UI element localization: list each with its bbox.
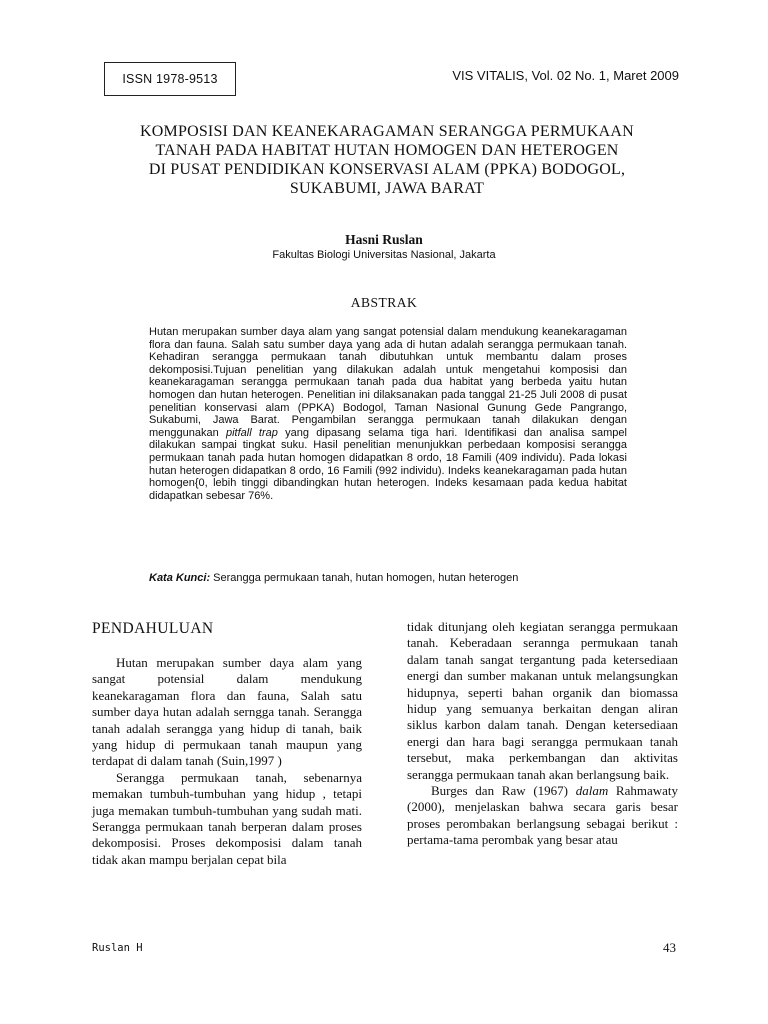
footer-author: Ruslan H — [92, 942, 143, 954]
author-name: Hasni Ruslan — [345, 232, 423, 247]
issn-box: ISSN 1978-9513 — [104, 62, 236, 96]
body-paragraph: Serangga permukaan tanah, sebenarnya memakan tumbuh-tumbuhan yang hidup , tetapi juga memakan tumbuh-tumbuhan yang sudah mati. Serangga permukaan tanah berperan dalam proses dekomposisi. Proses dekomposisi dalam tanah tidak akan mampu berjalan cepat bila — [92, 769, 362, 867]
paper-title — [96, 122, 678, 198]
abstract-text-part: yang dipasang selama tiga hari. Identifikasi dan analisa sampel dilakukan sampai tingkat suku. Hasil penelitian menunjukkan perbedaan komposisi serangga permukaan tanah pada hutan homogen didapatkan 8 ordo, 18 Famili (409 individu). Pada lokasi hutan heterogen didapatkan 8 ordo, 16 Famili (992 individu). Indeks keanekaragaman pada hutan homogen{0, lebih tinggi dibandingkan hutan heterogen. Indeks kesamaan pada kedua habitat didapatkan sebesar 76%. — [149, 426, 627, 502]
title-line: DI PUSAT PENDIDIKAN KONSERVASI ALAM (PPKA) BODOGOL, — [148, 161, 626, 178]
abstract-heading: ABSTRAK — [350, 295, 418, 310]
body-paragraph — [407, 783, 678, 849]
right-column — [407, 619, 678, 849]
journal-citation: VIS VITALIS, Vol. 02 No. 1, Maret 2009 — [452, 68, 679, 83]
keywords — [149, 572, 649, 584]
page-number: 43 — [663, 940, 676, 955]
title-line: SUKABUMI, JAWA BARAT — [289, 180, 485, 197]
title-line: KOMPOSISI DAN KEANEKARAGAMAN SERANGGA PERMUKAAN — [140, 123, 634, 140]
keywords-label: Kata Kunci: — [149, 572, 211, 584]
body-italic-term: dalam — [575, 783, 609, 799]
title-line: TANAH PADA HABITAT HUTAN HOMOGEN DAN HETEROGEN — [155, 142, 619, 159]
keywords-text: Serangga permukaan tanah, hutan homogen, hutan heterogen — [210, 572, 519, 584]
abstract-text — [149, 326, 627, 502]
body-paragraph: tidak ditunjang oleh kegiatan serangga permukaan tanah. Keberadaan serannga permukaan tanah dalam tanah sangat tergantung pada ketersediaan energi dan sumber makanan untuk melangsungkan hidupnya, seperti bahan organik dan biomassa hidup yang semuanya berkaitan dengan aliran siklus karbon dalam tanah. Dengan ketersediaan energi dan hara bagi serangga permukaan tanah tersebut, maka perkembangan dan aktivitas serangga permukaan tanah akan berlangsung baik. — [407, 619, 678, 782]
body-text-part: Rahmawaty (2000), menjelaskan bahwa secara garis besar proses perombakan berlangsung sebagai berikut : pertama-tama perombak yang besar atau — [407, 783, 679, 848]
abstract-italic-term: pitfall trap — [225, 426, 278, 439]
section-heading: PENDAHULUAN — [92, 620, 214, 637]
body-text-part: Burges dan Raw (1967) — [431, 783, 576, 799]
abstract-text-part: Hutan merupakan sumber daya alam yang sangat potensial dalam mendukung keanekaragaman flora dan fauna. Salah satu sumber daya yang ada di hutan adalah serangga permukaan tanah. Kehadiran serangga permukaan tanah dibutuhkan untuk membantu dalam proses dekomposisi.Tujuan penelitian yang dilakukan adalah untuk mengetahui komposisi dan keanekaragaman serangga permukaan tanah pada dua habitat yang berbeda yaitu hutan homogen dan hutan heterogen. Penelitian ini dilaksanakan pada tanggal 21-25 Juli 2008 di pusat penelitian konservasi alam (PPKA) Bodogol, Taman Nasional Gunung Gede Pangrango, Sukabumi, Jawa Barat. Pengambilan serangga permukaan tanah dilakukan dengan menggunakan — [149, 326, 627, 439]
body-paragraph: Hutan merupakan sumber daya alam yang sangat potensial dalam mendukung keanekaragaman flora dan fauna, Salah satu sumber daya hutan adalah serngga tanah. Serangga tanah adalah serangga yang hidup di tanah, baik yang hidup di permukaan tanah maupun yang terdapat di dalam tanah (Suin,1997 ) — [92, 655, 362, 769]
left-column — [92, 655, 362, 868]
author-affiliation: Fakultas Biologi Universitas Nasional, Jakarta — [272, 249, 496, 261]
